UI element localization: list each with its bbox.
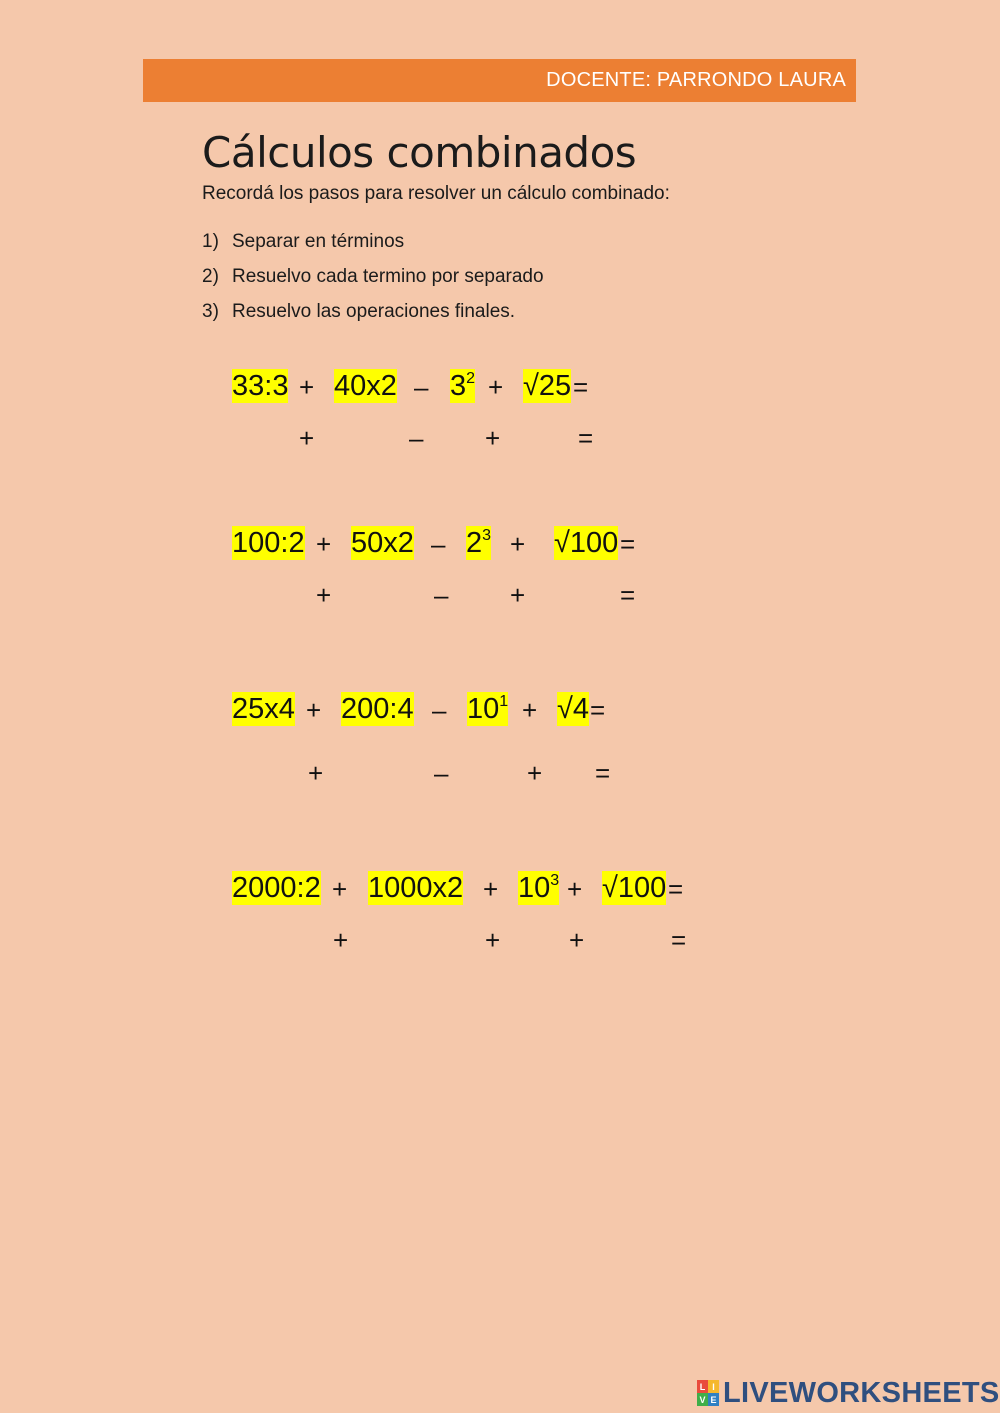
header-bar bbox=[143, 59, 856, 102]
teacher-label: DOCENTE: PARRONDO LAURA bbox=[546, 69, 846, 91]
liveworksheets-logo-icon bbox=[697, 1380, 719, 1406]
term-4: √4 bbox=[557, 693, 590, 725]
term-2: 200:4 bbox=[341, 693, 414, 725]
operator: + bbox=[510, 529, 526, 559]
term-3: $2^3$ bbox=[466, 527, 492, 559]
equals-sign: = bbox=[668, 874, 684, 904]
answer-equals: = bbox=[595, 758, 611, 788]
term-1: 33:3 bbox=[232, 370, 289, 402]
brand-name: LIVEWORKSHEETS bbox=[723, 1376, 1000, 1409]
answer-equals: = bbox=[620, 580, 636, 610]
answer-operator: + bbox=[308, 758, 324, 788]
answer-operator: + bbox=[569, 925, 585, 955]
answer-operator: + bbox=[485, 925, 501, 955]
operator: + bbox=[522, 695, 538, 725]
instructions-subtitle: Recordá los pasos para resolver un cálculo combinado: bbox=[202, 183, 670, 204]
answer-operator: + bbox=[510, 580, 526, 610]
step-text: Resuelvo las operaciones finales. bbox=[232, 301, 516, 322]
step-text: Resuelvo cada termino por separado bbox=[232, 266, 544, 287]
answer-operator: – bbox=[434, 580, 449, 610]
operator: + bbox=[567, 874, 583, 904]
step-text: Separar en términos bbox=[232, 231, 405, 252]
term-1: 2000:2 bbox=[232, 872, 321, 904]
answer-operator: – bbox=[434, 758, 449, 788]
operator: – bbox=[431, 529, 446, 559]
logo-tile: I bbox=[708, 1380, 719, 1393]
term-4: √100 bbox=[554, 527, 619, 559]
term-1: 100:2 bbox=[232, 527, 305, 559]
operator: + bbox=[306, 695, 322, 725]
term-3: $10^1$ bbox=[467, 693, 509, 725]
term-1: 25x4 bbox=[232, 693, 295, 725]
answer-operator: + bbox=[485, 423, 501, 453]
term-4: √25 bbox=[523, 370, 572, 402]
step-item bbox=[202, 231, 404, 253]
answer-equals: = bbox=[578, 423, 594, 453]
term-2: 1000x2 bbox=[368, 872, 464, 904]
answer-operator: + bbox=[333, 925, 349, 955]
equals-sign: = bbox=[573, 372, 589, 402]
liveworksheets-brand bbox=[697, 1376, 1000, 1410]
operator: – bbox=[432, 695, 447, 725]
logo-tile: L bbox=[697, 1380, 708, 1393]
step-number: 2) bbox=[202, 266, 219, 287]
step-number: 3) bbox=[202, 301, 219, 322]
operator: – bbox=[414, 372, 429, 402]
term-3: $3^2$ bbox=[450, 370, 476, 402]
operator: + bbox=[483, 874, 499, 904]
term-2: 50x2 bbox=[351, 527, 414, 559]
operator: + bbox=[488, 372, 504, 402]
step-item bbox=[202, 301, 515, 323]
equals-sign: = bbox=[620, 529, 636, 559]
page-title: Cálculos combinados bbox=[202, 128, 637, 177]
logo-tile: E bbox=[708, 1393, 719, 1406]
answer-equals: = bbox=[671, 925, 687, 955]
term-3: $10^3$ bbox=[518, 872, 560, 904]
answer-operator: + bbox=[299, 423, 315, 453]
operator: + bbox=[332, 874, 348, 904]
step-item bbox=[202, 266, 544, 288]
answer-operator: + bbox=[527, 758, 543, 788]
operator: + bbox=[316, 529, 332, 559]
operator: + bbox=[299, 372, 315, 402]
logo-tile: V bbox=[697, 1393, 708, 1406]
term-4: √100 bbox=[602, 872, 667, 904]
term-2: 40x2 bbox=[334, 370, 397, 402]
equals-sign: = bbox=[590, 695, 606, 725]
answer-operator: – bbox=[409, 423, 424, 453]
step-number: 1) bbox=[202, 231, 219, 252]
answer-operator: + bbox=[316, 580, 332, 610]
